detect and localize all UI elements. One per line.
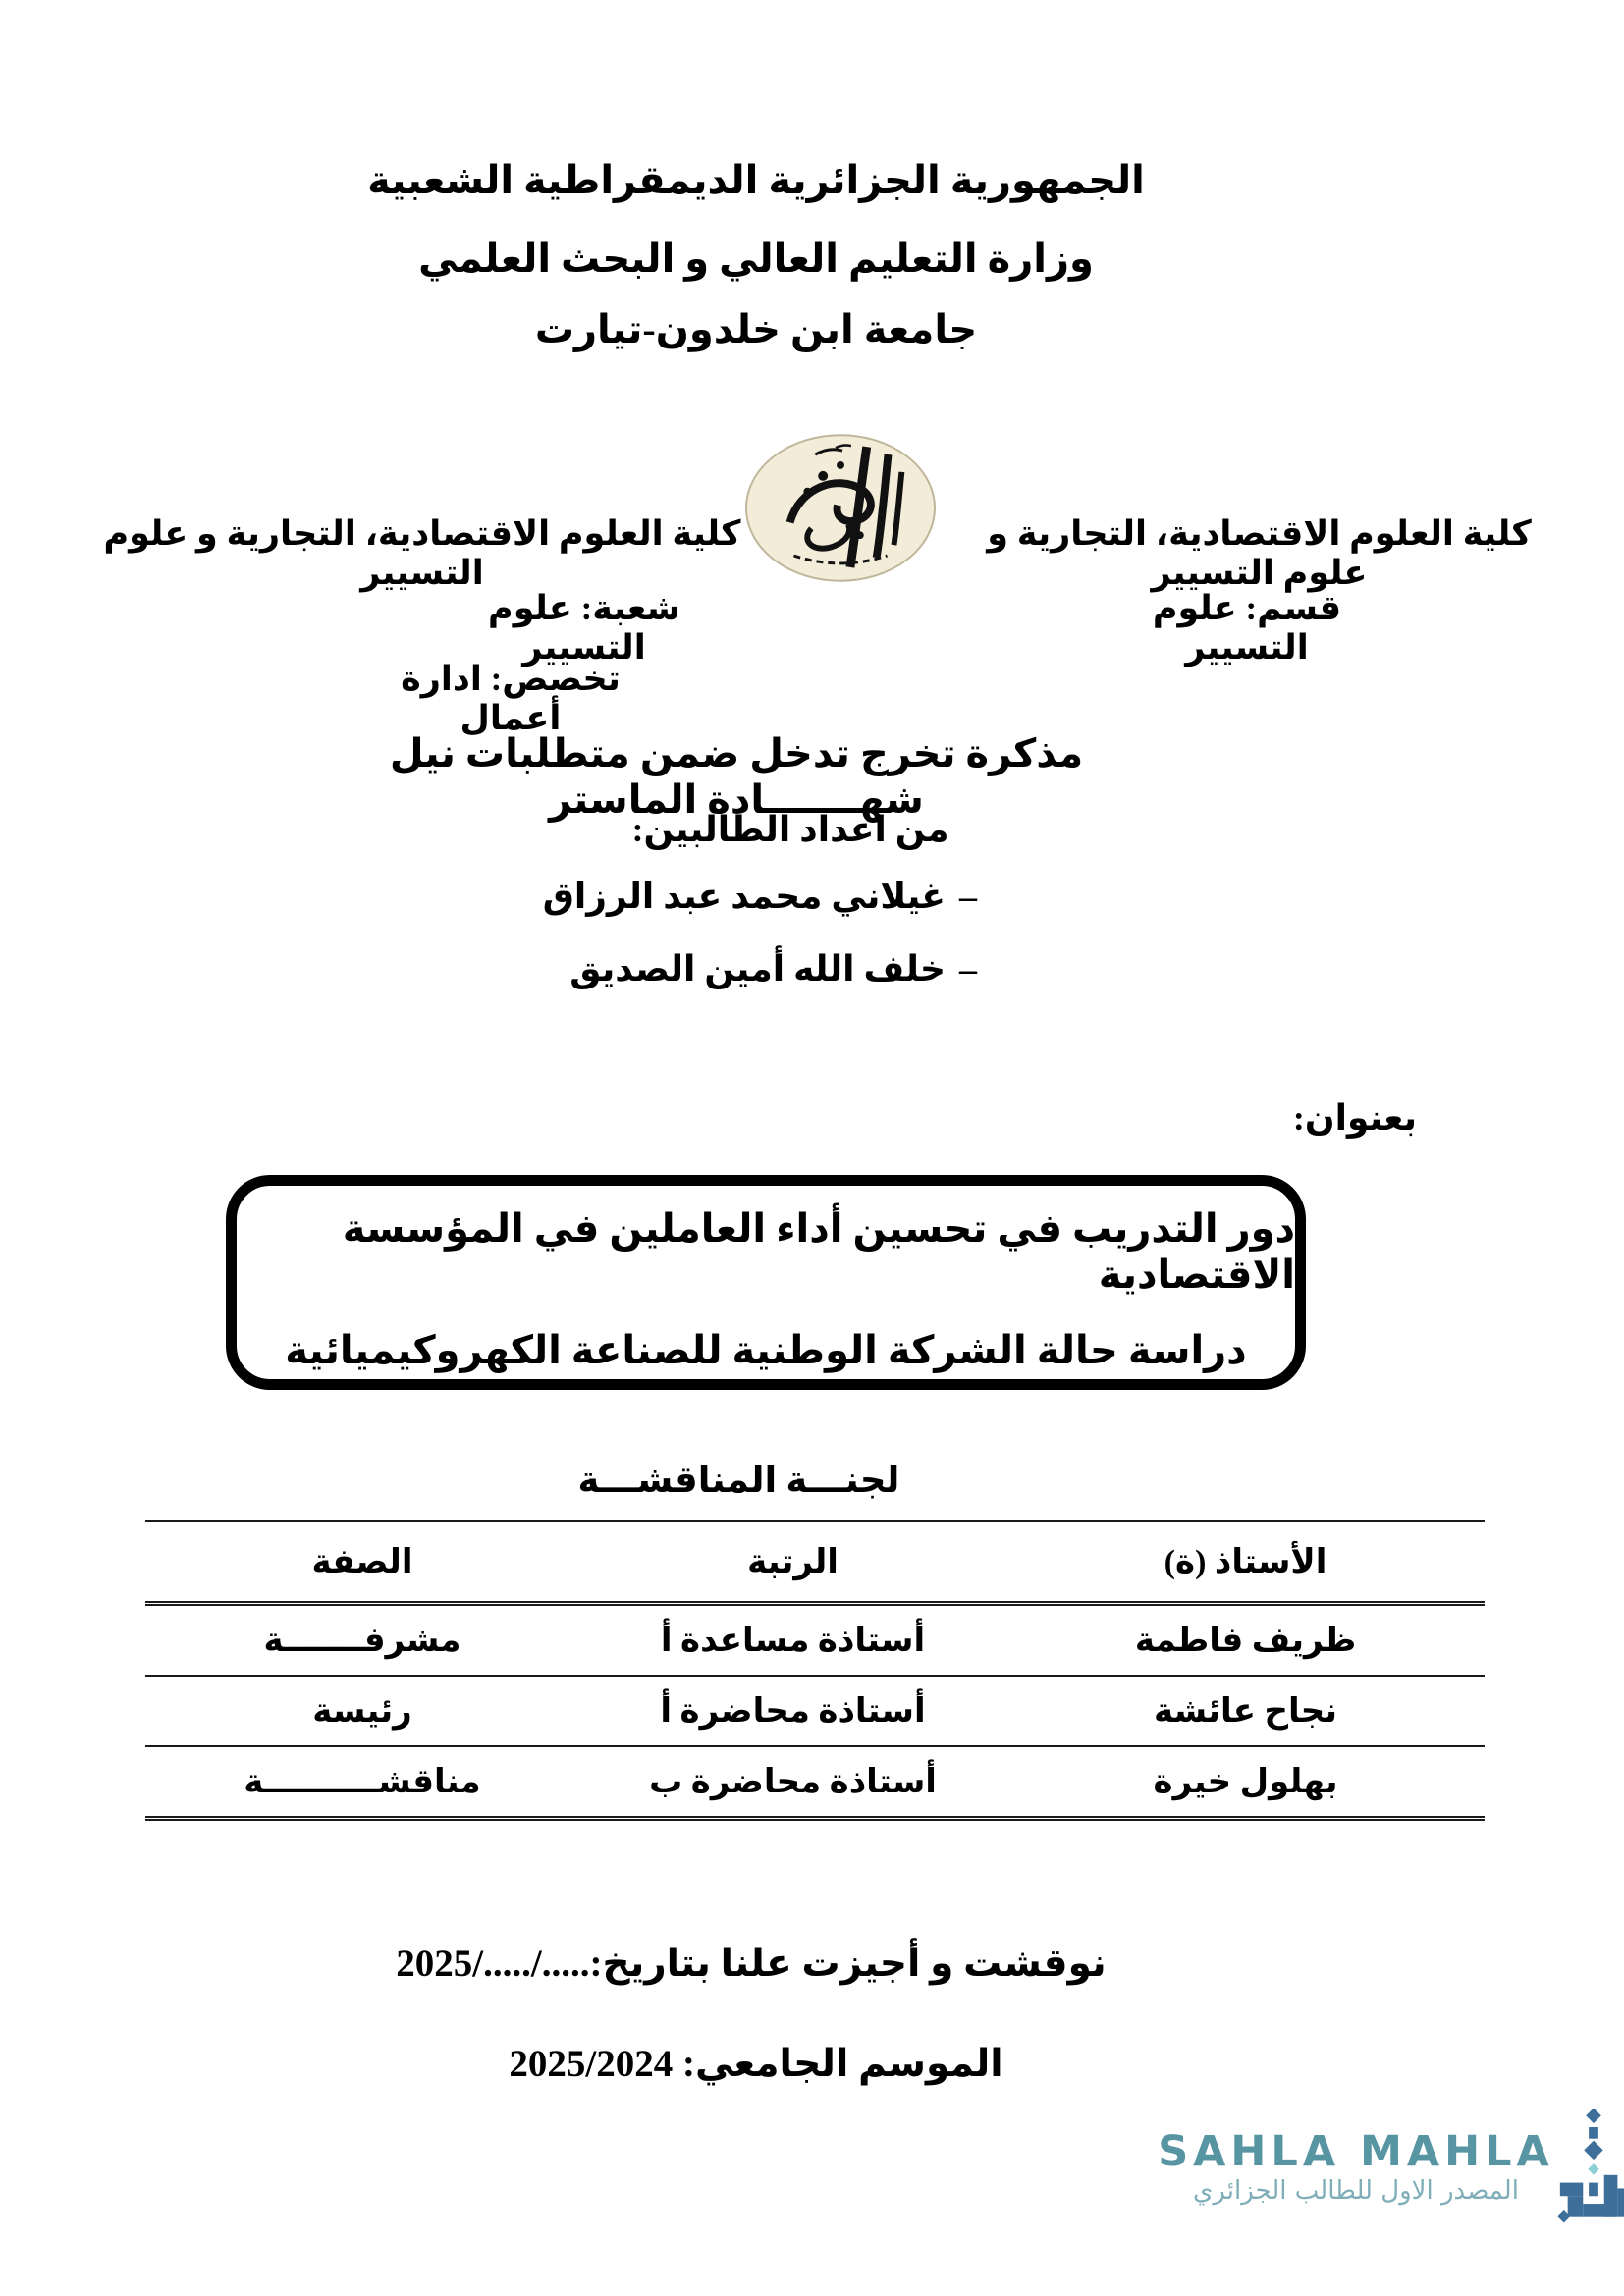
brand-text-block bbox=[1158, 2127, 1554, 2206]
university-seal-logo bbox=[743, 432, 938, 585]
col-role: الصفة bbox=[145, 1522, 579, 1604]
cell-professor: ظريف فاطمة bbox=[1006, 1604, 1485, 1677]
defense-date-line: نوقشت و أجيزت علنا بتاريخ:...../...../2025 bbox=[396, 1943, 1107, 1985]
titled-label: بعنوان: bbox=[1292, 1098, 1418, 1138]
committee-table bbox=[145, 1520, 1485, 1821]
university-line: جامعة ابن خلدون-تيارت bbox=[534, 307, 978, 351]
cell-role: رئيسة bbox=[145, 1676, 579, 1746]
list-dash: – bbox=[959, 877, 977, 916]
col-professor: الأستاذ (ة) bbox=[1006, 1522, 1485, 1604]
col-rank: الرتبة bbox=[579, 1522, 1006, 1604]
cell-rank: أستاذة مساعدة أ bbox=[579, 1604, 1006, 1677]
students-list bbox=[481, 876, 977, 1021]
kufic-emblem-icon bbox=[1554, 2106, 1624, 2227]
student-name bbox=[481, 876, 977, 917]
prepared-by-label: من اعداد الطالبين: bbox=[631, 810, 949, 849]
thesis-requirement-line: مذكرة تخرج تدخل ضمن متطلبات نيل شهـــــــادة الماستر bbox=[389, 731, 1084, 822]
student-name-text: غيلاني محمد عبد الرزاق bbox=[542, 877, 946, 916]
faculty-right: كلية العلوم الاقتصادية، التجارية و علوم التسيير bbox=[987, 514, 1532, 592]
table-row bbox=[145, 1746, 1485, 1819]
cell-professor: نجاح عائشة bbox=[1006, 1676, 1485, 1746]
cell-role: مناقشــــــــــة bbox=[145, 1746, 579, 1819]
academic-year-line: الموسم الجامعي: 2025/2024 bbox=[509, 2043, 1003, 2085]
thesis-title-sub: دراسة حالة الشركة الوطنية للصناعة الكهروكيميائية bbox=[285, 1328, 1247, 1372]
thesis-title-main: دور التدريب في تحسين أداء العاملين في المؤسسة الاقتصادية bbox=[342, 1206, 1295, 1297]
list-dash: – bbox=[959, 949, 977, 988]
table-row bbox=[145, 1676, 1485, 1746]
student-name bbox=[481, 948, 977, 989]
sahla-mahla-logo bbox=[1158, 2103, 1624, 2230]
cell-role: مشرفـــــــة bbox=[145, 1604, 579, 1677]
thesis-title-box bbox=[226, 1175, 1306, 1390]
cell-professor: بهلول خيرة bbox=[1006, 1746, 1485, 1819]
table-row bbox=[145, 1604, 1485, 1677]
cell-rank: أستاذة محاضرة أ bbox=[579, 1676, 1006, 1746]
brand-name: SAHLA MAHLA bbox=[1158, 2127, 1554, 2176]
republic-line: الجمهورية الجزائرية الديمقراطية الشعبية bbox=[367, 158, 1145, 202]
committee-heading: لجنـــة المناقشـــة bbox=[577, 1461, 900, 1501]
faculty-left: كلية العلوم الاقتصادية، التجارية و علوم التسيير bbox=[103, 514, 741, 592]
specialty-line: تخصص: ادارة أعمال bbox=[401, 660, 621, 737]
department-line: قسم: علوم التسيير bbox=[1152, 589, 1342, 667]
ministry-line: وزارة التعليم العالي و البحث العلمي bbox=[418, 237, 1094, 281]
cell-rank: أستاذة محاضرة ب bbox=[579, 1746, 1006, 1819]
branch-line: شعبة: علوم التسيير bbox=[488, 589, 680, 667]
brand-tagline: المصدر الاول للطالب الجزائري bbox=[1193, 2176, 1519, 2206]
student-name-text: خلف الله أمين الصديق bbox=[569, 949, 946, 988]
table-header-row bbox=[145, 1522, 1485, 1604]
